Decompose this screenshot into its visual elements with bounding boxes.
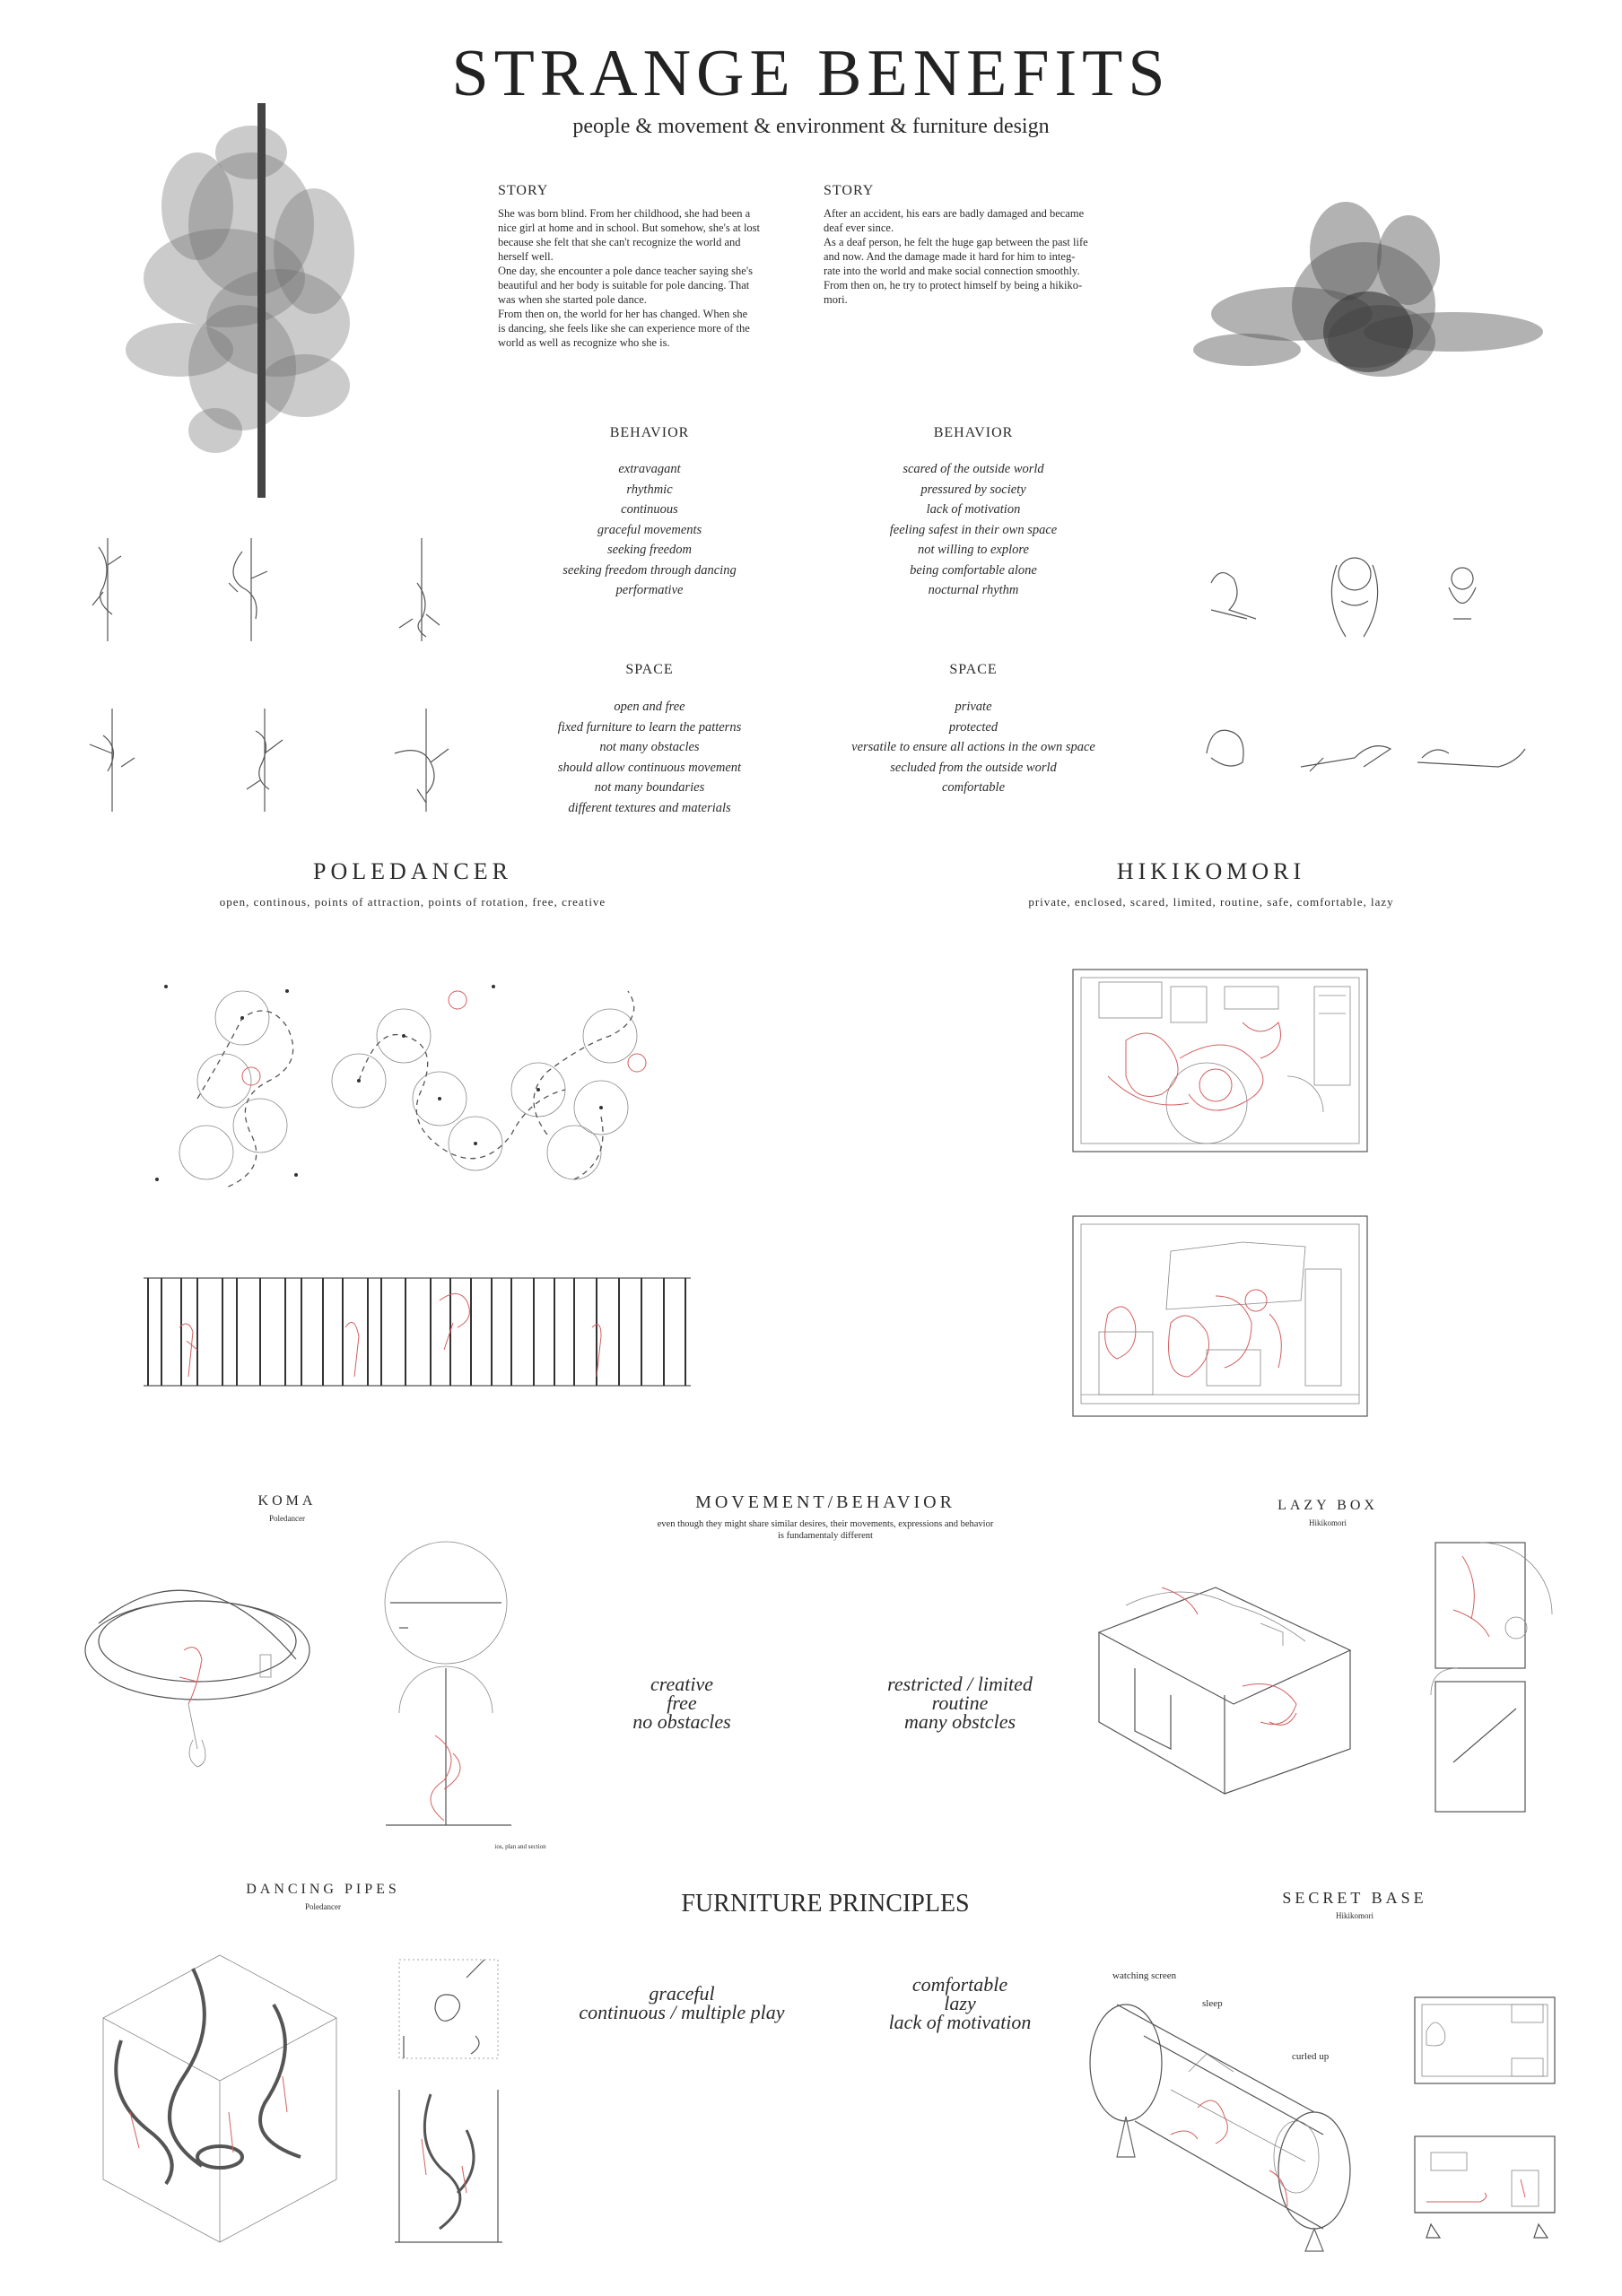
behavior-right-item: feeling safest in their own space xyxy=(889,522,1058,537)
movement-left-list xyxy=(583,1674,780,1731)
story-right-heading: STORY xyxy=(824,183,875,198)
poledancer-heading: POLEDANCER xyxy=(313,858,512,884)
behavior-left-item: extravagant xyxy=(618,462,681,476)
pole-figures-sketches xyxy=(72,529,493,825)
story-right-text: After an accident, his ears are badly damaged and became deaf ever since. As a deaf person, he felt the huge gap between the past life and now. And the damage made it hard for him to integ- rate into the world and make social connection smoothly. From then on, he try to protect himself by being a hikiko- mori. xyxy=(824,207,1088,306)
behavior-left-item: rhythmic xyxy=(626,482,673,497)
secret-base-label-sleep: sleep xyxy=(1202,1998,1223,2009)
poledancer-movement-plan xyxy=(153,973,700,1197)
movement-right-item: restricted / limited xyxy=(887,1673,1033,1695)
space-left-item: not many boundaries xyxy=(594,780,705,795)
dancing-pipes-isometric xyxy=(94,1951,345,2247)
space-right-heading: SPACE xyxy=(949,662,998,677)
behavior-right-item: nocturnal rhythm xyxy=(928,583,1019,597)
poledancer-elevation-strip xyxy=(144,1274,691,1390)
space-left-item: should allow continuous movement xyxy=(557,760,742,775)
space-right-item: secluded from the outside world xyxy=(890,760,1057,775)
koma-heading: KOMA xyxy=(257,1493,317,1509)
poledancer-silhouette xyxy=(117,99,386,502)
hikikomori-room-plan xyxy=(1072,969,1368,1152)
behavior-left-item: seeking freedom through dancing xyxy=(562,562,737,578)
movement-desc-line2: is fundamentaly different xyxy=(778,1531,873,1541)
behavior-right-item: scared of the outside world xyxy=(903,462,1044,476)
movement-left-item: no obstacles xyxy=(632,1710,731,1733)
poledancer-keywords: open, continous, points of attraction, points of rotation, free, creative xyxy=(219,895,606,909)
behavior-left-item: performative xyxy=(615,583,684,597)
story-left-text: She was born blind. From her childhood, she had been a nice girl at home and in school. But somehow, she's at lost because she felt that she can't recognize the world and herself well. One day, she encounter a pole dance teacher saying she's beautiful and her body is suitable for pole dancing. That was when she started pole dance. From then on, the world for her has changed. When she is dancing, she feels like she can experience more of the world as well as recognize who she is. xyxy=(498,207,761,349)
secret-base-heading: SECRET BASE xyxy=(1282,1889,1427,1907)
page-subtitle: people & movement & environment & furniture design xyxy=(572,115,1050,138)
space-left-item: different textures and materials xyxy=(568,800,731,815)
space-left-item: fixed furniture to learn the patterns xyxy=(557,719,742,735)
movement-left-item: free xyxy=(667,1692,697,1714)
furniture-right-item: lack of motivation xyxy=(888,2011,1032,2033)
space-left-item: not many obstacles xyxy=(599,740,700,754)
space-right-item: protected xyxy=(948,719,998,735)
space-right-item: private xyxy=(955,700,992,714)
secret-base-isometric xyxy=(1072,1982,1377,2251)
dancing-pipes-heading: DANCING PIPES xyxy=(246,1882,400,1897)
space-left-heading: SPACE xyxy=(625,662,674,677)
behavior-right-item: being comfortable alone xyxy=(910,562,1037,578)
lazy-box-sub: Hikikomori xyxy=(1309,1518,1347,1527)
behavior-left-item: graceful movements xyxy=(597,522,702,537)
furniture-left-item: continuous / multiple play xyxy=(579,2001,785,2023)
hikikomori-silhouette xyxy=(1184,179,1552,386)
behavior-left-heading: BEHAVIOR xyxy=(609,425,690,440)
secret-base-plan xyxy=(1413,1996,1557,2085)
secret-base-sub: Hikikomori xyxy=(1336,1911,1373,1920)
behavior-left-item: continuous xyxy=(621,502,678,517)
story-left-heading: STORY xyxy=(498,183,549,198)
secret-base-label-curled: curled up xyxy=(1292,2051,1330,2062)
space-right-item: versatile to ensure all actions in the own space xyxy=(851,740,1095,754)
hikikomori-keywords: private, enclosed, scared, limited, routine, safe, comfortable, lazy xyxy=(1028,895,1394,909)
koma-sub: Poledancer xyxy=(269,1514,305,1523)
behavior-right-item: not willing to explore xyxy=(918,543,1029,557)
dancing-pipes-section xyxy=(395,2085,502,2247)
furniture-right-item: lazy xyxy=(944,1992,976,2014)
behavior-right-item: pressured by society xyxy=(920,482,1026,497)
behavior-left-item: seeking freedom xyxy=(606,543,693,557)
lazy-box-isometric xyxy=(1090,1570,1359,1821)
furniture-right-list xyxy=(843,1975,1077,2031)
hikikomori-heading: HIKIKOMORI xyxy=(1116,858,1306,884)
hikikomori-room-section xyxy=(1072,1215,1368,1417)
dancing-pipes-plan xyxy=(395,1955,502,2063)
behavior-left-list xyxy=(488,459,811,601)
movement-heading: MOVEMENT/BEHAVIOR xyxy=(695,1492,955,1512)
furniture-left-item: graceful xyxy=(649,1982,715,2005)
lazy-box-heading: LAZY BOX xyxy=(1278,1498,1378,1513)
koma-plan-section xyxy=(381,1538,511,1834)
secret-base-section xyxy=(1413,2135,1557,2238)
behavior-right-list xyxy=(812,459,1135,601)
furniture-left-list xyxy=(556,1984,807,2022)
dancing-pipes-sub: Poledancer xyxy=(305,1902,341,1911)
movement-desc-line1: even though they might share similar desires, their movements, expressions and behavior xyxy=(657,1519,994,1529)
space-left-list xyxy=(488,697,811,818)
space-right-item: comfortable xyxy=(941,780,1006,795)
behavior-right-heading: BEHAVIOR xyxy=(933,425,1014,440)
space-left-item: open and free xyxy=(614,700,685,714)
movement-right-item: many obstcles xyxy=(903,1710,1016,1733)
lazy-box-plan-section xyxy=(1426,1538,1570,1816)
secret-base-label-watching: watching screen xyxy=(1112,1970,1177,1981)
furniture-heading: FURNITURE PRINCIPLES xyxy=(681,1890,970,1918)
space-right-list xyxy=(812,697,1135,798)
koma-isometric xyxy=(81,1570,332,1794)
movement-right-list xyxy=(852,1674,1068,1731)
page-title: STRANGE BENEFITS xyxy=(451,37,1171,110)
behavior-right-item: lack of motivation xyxy=(926,502,1021,517)
hikikomori-figures-sketches xyxy=(1193,538,1534,798)
koma-caption: ios, plan and section xyxy=(494,1843,546,1850)
movement-right-item: routine xyxy=(931,1692,989,1714)
furniture-right-item: comfortable xyxy=(911,1973,1008,1996)
movement-left-item: creative xyxy=(650,1673,714,1695)
